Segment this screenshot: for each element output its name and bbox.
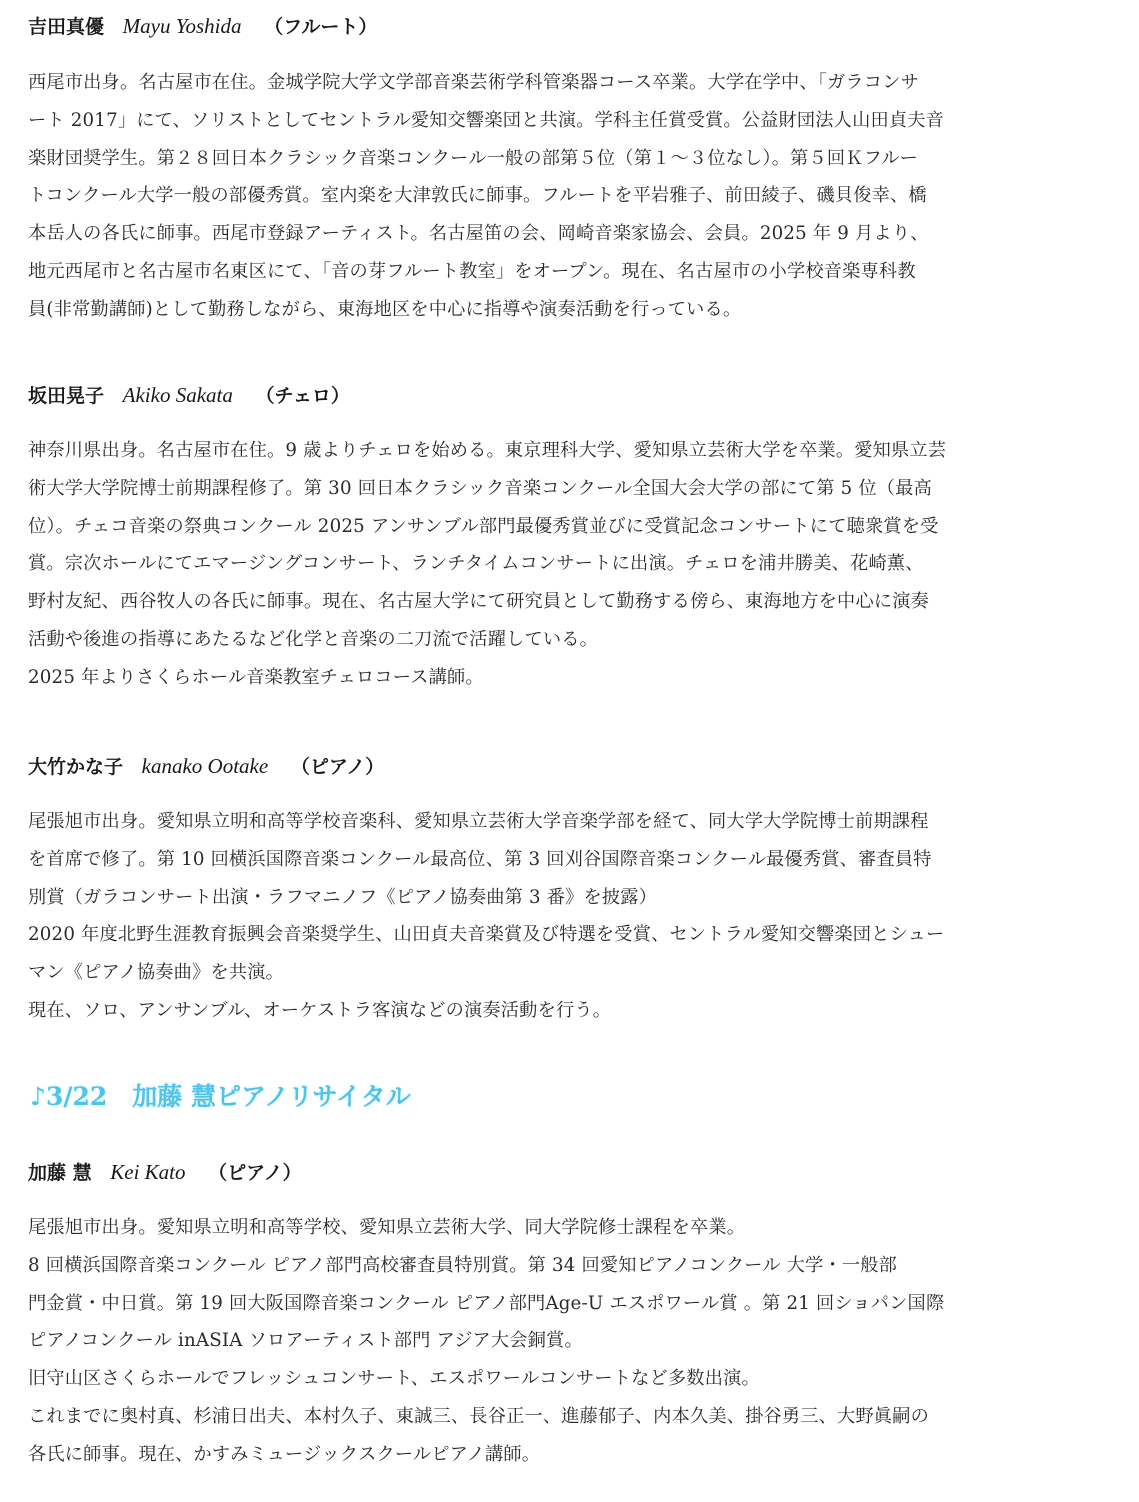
profile-bio (28, 803, 1108, 1030)
bio-line: 各氏に師事。現在、かすみミュージックスクールピアノ講師。 (28, 1443, 541, 1465)
bio-line: 8 回横浜国際音楽コンクール ピアノ部門高校審査員特別賞。第 34 回愛知ピアノコンクール 大学・一般部 (28, 1254, 897, 1276)
profile-instrument: （フルート） (264, 16, 378, 38)
profile-name-ja: 坂田晃子 (28, 385, 105, 407)
recital-section-heading: ♪3/22 加藤 慧ピアノリサイタル (30, 1082, 411, 1111)
profile-name-line (28, 754, 384, 779)
bio-line: これまでに奥村真、杉浦日出夫、本村久子、東誠三、長谷正一、進藤郁子、内本久美、掛谷勇三、大野眞嗣の (28, 1405, 929, 1427)
bio-line: 尾張旭市出身。愛知県立明和高等学校音楽科、愛知県立芸術大学音楽学部を経て、同大学大学院博士前期課程 (28, 811, 929, 832)
profile-instrument: （チェロ） (255, 385, 350, 407)
profile-name-line (28, 1160, 302, 1185)
profile-name-latin: Akiko Sakata (122, 383, 233, 407)
bio-line: 門金賞・中日賞。第 19 回大阪国際音楽コンクール ピアノ部門Age-U エスポワール賞 。第 21 回ショパン国際 (28, 1292, 945, 1314)
bio-line: 楽財団奨学生。第２８回日本クラシック音楽コンクール一般の部第５位（第１～３位なし）。第５回Ｋフルー (28, 147, 919, 169)
profile-bio (28, 1209, 1108, 1474)
bio-line: 西尾市出身。名古屋市在住。金城学院大学文学部音楽芸術学科管楽器コース卒業。大学在学中、「ガラコンサ (28, 72, 919, 93)
bio-line: 員(非常勤講師)として勤務しながら、東海地区を中心に指導や演奏活動を行っている。 (28, 298, 742, 320)
bio-line: 野村友紀、西谷牧人の各氏に師事。現在、名古屋大学にて研究員として勤務する傍ら、東海地方を中心に演奏 (28, 591, 929, 613)
bio-line: 術大学大学院博士前期課程修了。第 30 回日本クラシック音楽コンクール全国大会大学の部にて第 5 位（最高 (28, 477, 932, 499)
profile-name-ja: 吉田真優 (28, 16, 105, 38)
bio-line: マン《ピアノ協奏曲》を共演。 (28, 962, 284, 984)
profile-name-latin: kanako Ootake (141, 754, 269, 778)
bio-line: 位）。チェコ音楽の祭典コンクール 2025 アンサンブル部門最優秀賞並びに受賞記念コンサートにて聴衆賞を受 (28, 515, 939, 537)
bio-line: 2020 年度北野生涯教育振興会音楽奨学生、山田貞夫音楽賞及び特選を受賞、セントラル愛知交響楽団とシュー (28, 924, 945, 946)
bio-line: 尾張旭市出身。愛知県立明和高等学校、愛知県立芸術大学、同大学院修士課程を卒業。 (28, 1217, 746, 1238)
bio-line: 現在、ソロ、アンサンブル、オーケストラ客演などの演奏活動を行う。 (28, 999, 612, 1021)
profile-name-latin: Kei Kato (110, 1160, 186, 1184)
bio-line: を首席で修了。第 10 回横浜国際音楽コンクール最高位、第 3 回刈谷国際音楽コンクール最優秀賞、審査員特 (28, 848, 932, 870)
profile-name-ja: 大竹かな子 (28, 756, 124, 778)
profile-bio (28, 64, 1108, 329)
profile-name-line (28, 383, 350, 408)
bio-line: ピアノコンクール inASIA ソロアーティスト部門 アジア大会銅賞。 (28, 1330, 583, 1352)
bio-line: 2025 年よりさくらホール音楽教室チェロコース講師。 (28, 666, 484, 688)
profile-instrument: （ピアノ） (290, 756, 385, 778)
bio-line: 活動や後進の指導にあたるなど化学と音楽の二刀流で活躍している。 (28, 628, 599, 650)
bio-line: 地元西尾市と名古屋市名東区にて、「音の芽フルート教室」をオープン。現在、名古屋市の小学校音楽専科教 (28, 260, 916, 282)
bio-line: ート 2017」にて、ソリストとしてセントラル愛知交響楽団と共演。学科主任賞受賞。公益財団法人山田貞夫音 (28, 109, 945, 131)
bio-line: 賞。宗次ホールにてエマージングコンサート、ランチタイムコンサートに出演。チェロを浦井勝美、花崎薫、 (28, 553, 924, 575)
bio-line: 本岳人の各氏に師事。西尾市登録アーティスト。名古屋笛の会、岡崎音楽家協会、会員。2025 年 9 月より、 (28, 223, 929, 245)
bio-line: 旧守山区さくらホールでフレッシュコンサート、エスポワールコンサートなど多数出演。 (28, 1368, 760, 1390)
profile-name-latin: Mayu Yoshida (122, 14, 242, 38)
bio-line: トコンクール大学一般の部優秀賞。室内楽を大津敦氏に師事。フルートを平岩雅子、前田綾子、磯貝俊幸、橋 (28, 185, 927, 207)
profile-name-ja: 加藤 慧 (28, 1162, 92, 1184)
bio-line: 神奈川県出身。名古屋市在住。9 歳よりチェロを始める。東京理科大学、愛知県立芸術大学を卒業。愛知県立芸 (28, 440, 947, 461)
profile-instrument: （ピアノ） (208, 1162, 302, 1184)
bio-line: 別賞（ガラコンサート出演・ラフマニノフ《ピアノ協奏曲第 3 番》を披露） (28, 886, 658, 908)
profile-bio (28, 432, 1108, 697)
profile-name-line (28, 14, 377, 39)
